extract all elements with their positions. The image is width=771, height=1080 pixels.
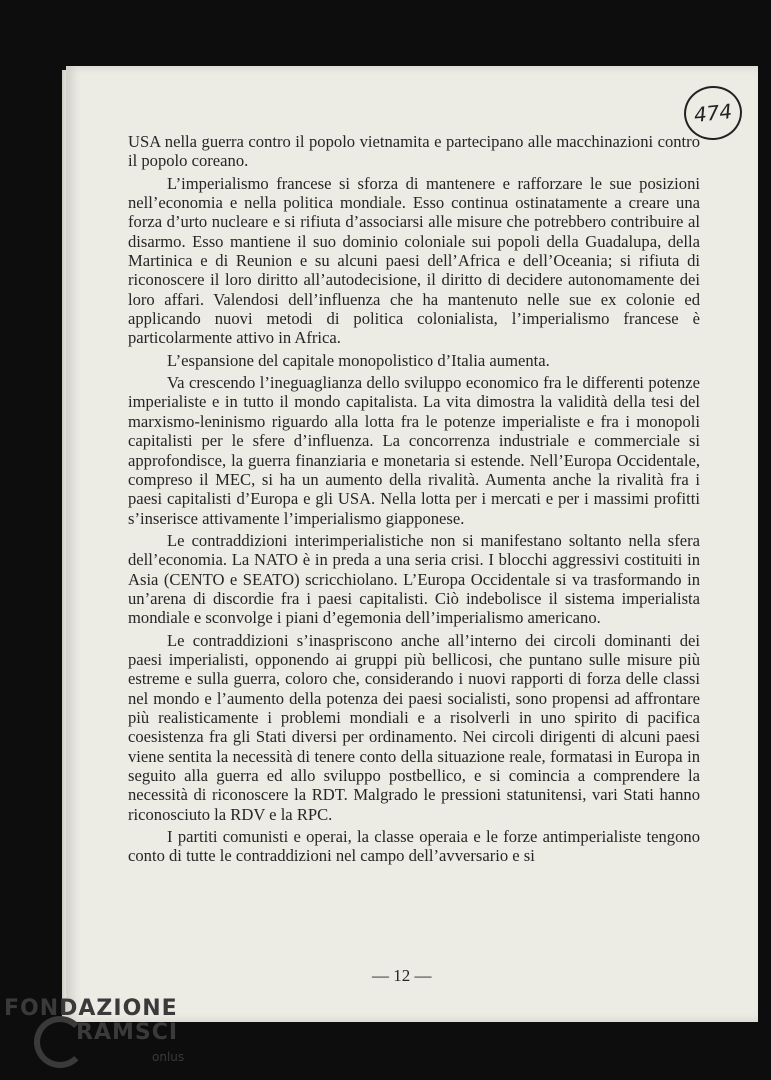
body-text — [128, 132, 700, 869]
paragraph-4: Va crescendo l’ineguaglianza dello sviluppo economico fra le differenti potenze imperialiste e in tutto il mondo capitalista. La vita dimostra la validità della tesi del marxismo-leninismo riguardo alla lotta fra le potenze imperialiste e fra i monopoli capitalisti per le sfere d’influenza. La concorrenza industriale e commerciale si approfondisce, la guerra finanziaria e monetaria si estende. Nell’Europa Occidentale, compreso il MEC, si ha un aumento della rivalità. Aumenta anche la rivalità fra i paesi capitalisti d’Europa e gli USA. Nella lotta per i mercati e per i massimi profitti s’inserisce attivamente l’imperialismo giapponese. — [128, 373, 700, 528]
page-number: — 12 — — [372, 966, 432, 985]
paragraph-3: L’espansione del capitale monopolistico d’Italia aumenta. — [167, 350, 550, 370]
handwritten-page-note: 474 — [681, 83, 744, 143]
paragraph-7: I partiti comunisti e operai, la classe operaia e le forze antimperialiste tengono conto di tutte le contraddizioni nel campo dell’avversario e si — [128, 827, 700, 866]
watermark-sub: onlus — [152, 1050, 185, 1064]
watermark-logo — [4, 996, 204, 1080]
paragraph-5: Le contraddizioni interimperialistiche non si manifestano soltanto nella sfera dell’economia. La NATO è in preda a una seria crisi. I blocchi aggressivi costituiti in Asia (CENTO e SEATO) scricchiolano. L’Europa Occidentale si va trasformando in un’arena di discordie fra i paesi capitalisti. Ciò indebolisce il sistema imperialista mondiale e sconvolge i piani d’egemonia dell’imperialismo americano. — [128, 530, 700, 628]
paragraph-1: USA nella guerra contro il popolo vietnamita e partecipano alle macchinazioni contro il popolo coreano. — [128, 132, 700, 171]
paragraph-2: L’imperialismo francese si sforza di mantenere e rafforzare le sue posizioni nell’economia e nella politica mondiale. Esso continua ostinatamente a creare una forza d’urto nucleare e si rifiuta d’associarsi alle misure che potrebbero contribuire al disarmo. Esso mantiene il suo dominio coloniale sui popoli della Guadalupa, della Martinica e di Reunion e su alcuni paesi dell’Africa e dell’Oceania; si rifiuta di riconoscere il loro diritto all’autodecisione, il diritto di decidere autonomamente dei loro affari. Valendosi dell’influenza che ha mantenuto nelle sue ex colonie ed applicando nuovi metodi di politica colonialista, l’imperialismo francese è particolarmente attivo in Africa. — [128, 173, 700, 348]
watermark-line1: FONDAZIONE — [4, 996, 178, 1021]
paragraph-6: Le contraddizioni s’inaspriscono anche all’interno dei circoli dominanti dei paesi imperialisti, opponendo ai gruppi più bellicosi, che puntano sulle misure più estreme e sulla guerra, coloro che, considerando i nuovi rapporti di forza delle classi nel mondo e l’aumento della potenza dei paesi socialisti, sono propensi ad affrontare più realisticamente i problemi mondiali e a risolverli in uno spirito di pacifica coesistenza fra gli Stati diversi per ordinamento. Nei circoli dirigenti di alcuni paesi viene sentita la necessità di tenere conto della situazione reale, formatasi in Europa in seguito alla guerra ed allo sviluppo postbellico, e si comincia a comprendere la necessità di riconoscere la RDT. Malgrado le pressioni statunitensi, vari Stati hanno riconosciuto la RDV e la RPC. — [128, 630, 700, 824]
watermark-line2: RAMSCI — [76, 1020, 179, 1045]
